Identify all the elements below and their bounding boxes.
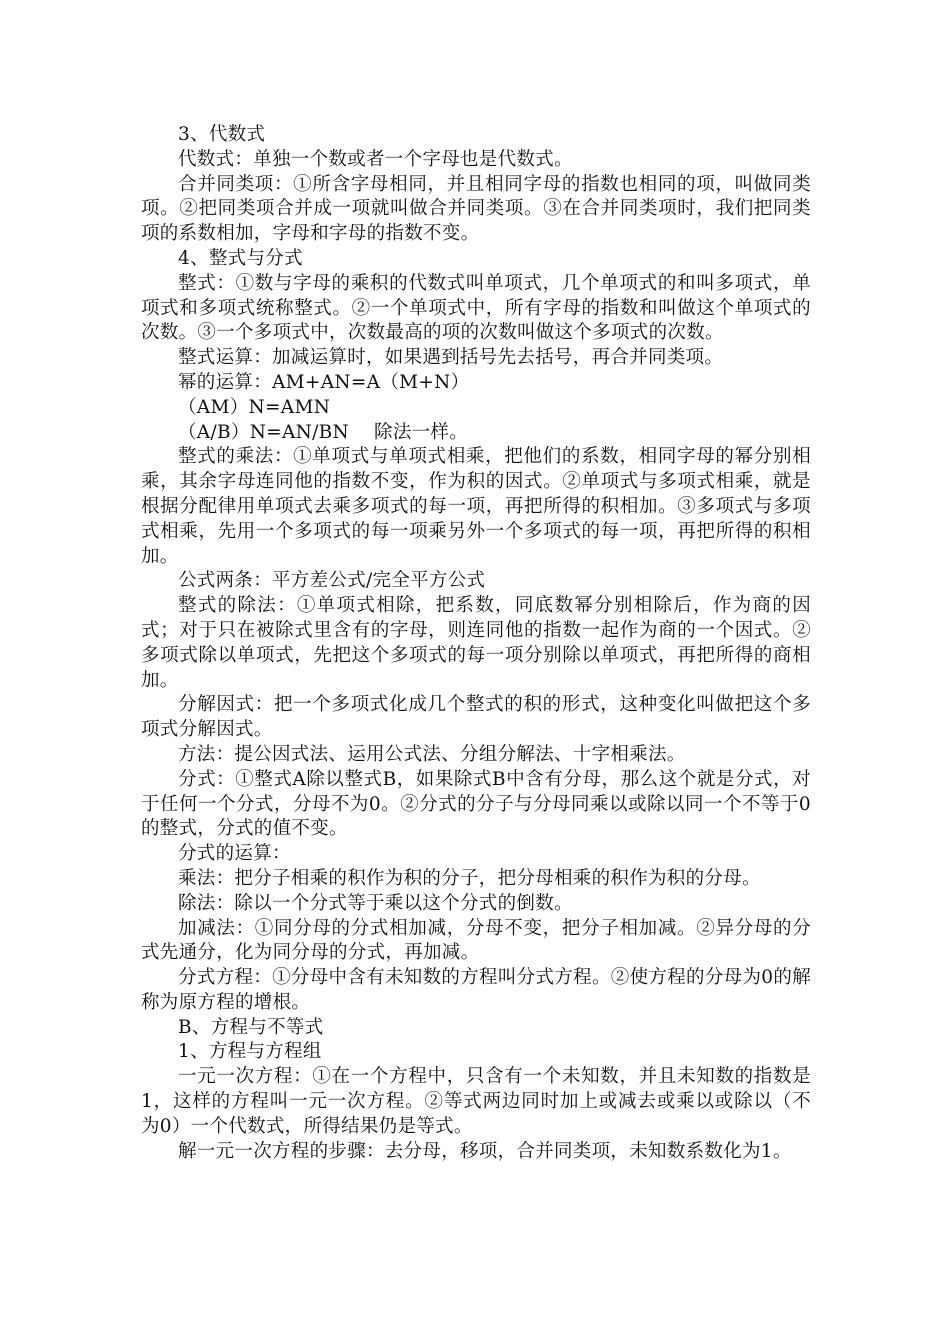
heading-polynomials-fractions: 4、整式与分式 bbox=[178, 247, 303, 269]
paragraph-linear-equation-steps: 解一元一次方程的步骤：去分母，移项，合并同类项，未知数系数化为1。 bbox=[178, 1140, 792, 1162]
heading-equations-systems: 1、方程与方程组 bbox=[178, 1041, 322, 1063]
paragraph-power-rule-2: （AM）N=AMN bbox=[178, 396, 331, 418]
paragraph-power-rule-1: 幂的运算：AM+AN=A（M+N） bbox=[178, 371, 470, 393]
paragraph-fraction-definition: 分式：①整式A除以整式B，如果除式B中含有分母，那么这个就是分式，对于任何一个分式，分母不为0。②分式的分子与分母同乘以或除以同一个不等于0的整式，分式的值不变。 bbox=[141, 768, 811, 840]
paragraph-factorization-methods: 方法：提公因式法、运用公式法、分组分解法、十字相乘法。 bbox=[178, 743, 686, 765]
paragraph-polynomial-operations: 整式运算：加减运算时，如果遇到括号先去括号，再合并同类项。 bbox=[178, 347, 724, 369]
heading-equations-inequalities: B、方程与不等式 bbox=[178, 1016, 324, 1038]
paragraph-polynomial-multiplication: 整式的乘法：①单项式与单项式相乘，把他们的系数，相同字母的幂分别相乘，其余字母连同他的指数不变，作为积的因式。②单项式与多项式相乘，就是根据分配律用单项式去乘多项式的每一项，再把所得的积相加。③多项式与多项式相乘，先用一个多项式的每一项乘另外一个多项式的每一项，再把所得的积相加。 bbox=[141, 446, 811, 567]
paragraph-fraction-multiplication: 乘法：把分子相乘的积作为积的分子，把分母相乘的积作为积的分母。 bbox=[178, 867, 761, 889]
paragraph-polynomial-definition: 整式：①数与字母的乘积的代数式叫单项式，几个单项式的和叫多项式，单项式和多项式统称整式。②一个单项式中，所有字母的指数和叫做这个单项式的次数。③一个多项式中，次数最高的项的次数叫做这个多项式的次数。 bbox=[141, 272, 811, 344]
paragraph-fractional-equation: 分式方程：①分母中含有未知数的方程叫分式方程。②使方程的分母为0的解称为原方程的增根。 bbox=[141, 967, 811, 1013]
paragraph-polynomial-division: 整式的除法：①单项式相除，把系数，同底数幂分别相除后，作为商的因式；对于只在被除式里含有的字母，则连同他的指数一起作为商的一个因式。②多项式除以单项式，先把这个多项式的每一项分别除以单项式，再把所得的商相加。 bbox=[141, 595, 811, 691]
paragraph-power-rule-3: （A/B）N=AN/BN 除法一样。 bbox=[178, 421, 469, 443]
paragraph-fraction-division: 除法：除以一个分式等于乘以这个分式的倒数。 bbox=[178, 892, 573, 914]
paragraph-fraction-addition: 加减法：①同分母的分式相加减，分母不变，把分子相加减。②异分母的分式先通分，化为同分母的分式，再加减。 bbox=[141, 917, 811, 964]
paragraph-definition-algebraic-expression: 代数式：单独一个数或者一个字母也是代数式。 bbox=[178, 148, 573, 170]
heading-algebraic-expression: 3、代数式 bbox=[178, 124, 266, 145]
paragraph-factorization: 分解因式：把一个多项式化成几个整式的积的形式，这种变化叫做把这个多项式分解因式。 bbox=[141, 694, 811, 741]
paragraph-linear-equation: 一元一次方程：①在一个方程中，只含有一个未知数，并且未知数的指数是1，这样的方程叫一元一次方程。②等式两边同时加上或减去或乘以或除以（不为0）一个代数式，所得结果仍是等式。 bbox=[141, 1066, 811, 1137]
paragraph-like-terms: 合并同类项：①所含字母相同，并且相同字母的指数也相同的项，叫做同类项。②把同类项合并成一项就叫做合并同类项。③在合并同类项时，我们把同类项的系数相加，字母和字母的指数不变。 bbox=[141, 173, 811, 245]
paragraph-fraction-operations-heading: 分式的运算： bbox=[178, 843, 291, 865]
document-body bbox=[141, 123, 811, 1164]
paragraph-two-formulas: 公式两条：平方差公式/完全平方公式 bbox=[178, 570, 486, 592]
